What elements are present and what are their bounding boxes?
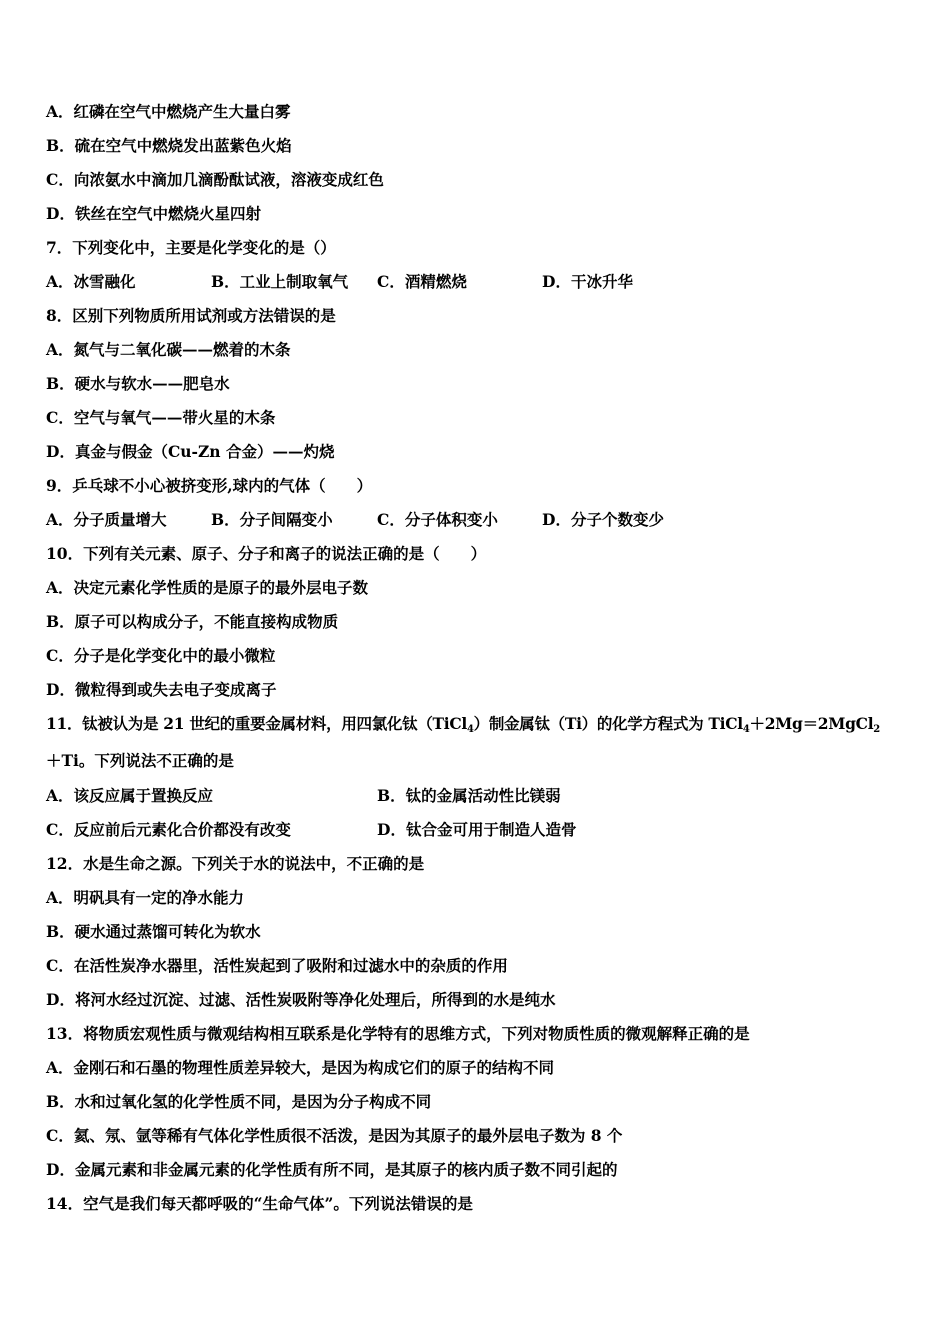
q14-stem: 14．空气是我们每天都呼吸的“生命气体”。下列说法错误的是 [46, 1194, 473, 1213]
q9-option-b: B．分子间隔变小 [211, 510, 333, 529]
q8-option-c: C．空气与氧气——带火星的木条 [46, 408, 276, 427]
q11-stem-part-a: 11．钛被认为是 21 世纪的重要金属材料，用四氯化钛（TiCl [46, 714, 467, 733]
q11-stem-part-c: ＋2Mg＝2MgCl [749, 714, 874, 733]
q6-option-a: A．红磷在空气中燃烧产生大量白雾 [46, 102, 291, 121]
q8-option-a: A．氮气与二氧化碳——燃着的木条 [46, 340, 291, 359]
q7-option-a: A．冰雪融化 [46, 272, 136, 291]
q12-option-a: A．明矾具有一定的净水能力 [46, 888, 245, 907]
q11-stem-part-b: ）制金属钛（Ti）的化学方程式为 TiCl [473, 714, 743, 733]
q8-option-b: B．硬水与软水——肥皂水 [46, 374, 230, 393]
q11-option-c: C．反应前后元素化合价都没有改变 [46, 820, 291, 839]
q8-stem: 8．区别下列物质所用试剂或方法错误的是 [46, 306, 336, 325]
q7-option-b: B．工业上制取氧气 [211, 272, 349, 291]
q12-option-d: D．将河水经过沉淀、过滤、活性炭吸附等净化处理后，所得到的水是纯水 [46, 990, 556, 1009]
q10-option-a: A．决定元素化学性质的是原子的最外层电子数 [46, 578, 369, 597]
q13-option-d: D．金属元素和非金属元素的化学性质有所不同，是其原子的核内质子数不同引起的 [46, 1160, 618, 1179]
q13-stem: 13．将物质宏观性质与微观结构相互联系是化学特有的思维方式，下列对物质性质的微观解释正确的是 [46, 1024, 750, 1043]
q13-option-b: B．水和过氧化氢的化学性质不同，是因为分子构成不同 [46, 1092, 432, 1111]
q12-stem: 12．水是生命之源。下列关于水的说法中，不正确的是 [46, 854, 425, 873]
q11-subscript-1: 4 [466, 724, 474, 735]
q10-option-c: C．分子是化学变化中的最小微粒 [46, 646, 276, 665]
q11-option-a: A．该反应属于置换反应 [46, 786, 214, 805]
q6-option-c: C．向浓氨水中滴加几滴酚酞试液，溶液变成红色 [46, 170, 384, 189]
q10-option-b: B．原子可以构成分子，不能直接构成物质 [46, 612, 339, 631]
q9-option-c: C．分子体积变小 [377, 510, 498, 529]
q9-option-a: A．分子质量增大 [46, 510, 167, 529]
q11-options-row1 [46, 786, 906, 806]
q9-options-row [46, 510, 906, 530]
q11-options-row2 [46, 820, 906, 840]
q13-option-a: A．金刚石和石墨的物理性质差异较大，是因为构成它们的原子的结构不同 [46, 1058, 555, 1077]
q6-option-d: D．铁丝在空气中燃烧火星四射 [46, 204, 261, 223]
q10-stem: 10．下列有关元素、原子、分子和离子的说法正确的是（ ） [46, 544, 487, 563]
q9-option-d: D．分子个数变少 [542, 510, 664, 529]
q12-option-c: C．在活性炭净水器里，活性炭起到了吸附和过滤水中的杂质的作用 [46, 956, 508, 975]
q11-subscript-2: 4 [742, 724, 750, 735]
q8-option-d: D．真金与假金（Cu-Zn 合金）——灼烧 [46, 442, 335, 461]
q9-stem: 9．乒乓球不小心被挤变形,球内的气体（ ） [46, 476, 373, 495]
q11-option-d: D．钛合金可用于制造人造骨 [377, 820, 577, 839]
q7-option-c: C．酒精燃烧 [377, 272, 467, 291]
q12-option-b: B．硬水通过蒸馏可转化为软水 [46, 922, 261, 941]
q7-options-row [46, 272, 906, 292]
q13-option-c: C．氦、氖、氩等稀有气体化学性质很不活泼，是因为其原子的最外层电子数为 8 个 [46, 1126, 623, 1145]
q11-stem-line1 [46, 714, 880, 734]
q10-option-d: D．微粒得到或失去电子变成离子 [46, 680, 277, 699]
q11-subscript-3: 2 [873, 724, 880, 735]
q6-option-b: B．硫在空气中燃烧发出蓝紫色火焰 [46, 136, 292, 155]
q11-stem-line2: ＋Ti。下列说法不正确的是 [46, 751, 234, 770]
q7-option-d: D．干冰升华 [542, 272, 633, 291]
q7-stem: 7．下列变化中，主要是化学变化的是（） [46, 238, 336, 257]
q11-option-b: B．钛的金属活动性比镁弱 [377, 786, 561, 805]
